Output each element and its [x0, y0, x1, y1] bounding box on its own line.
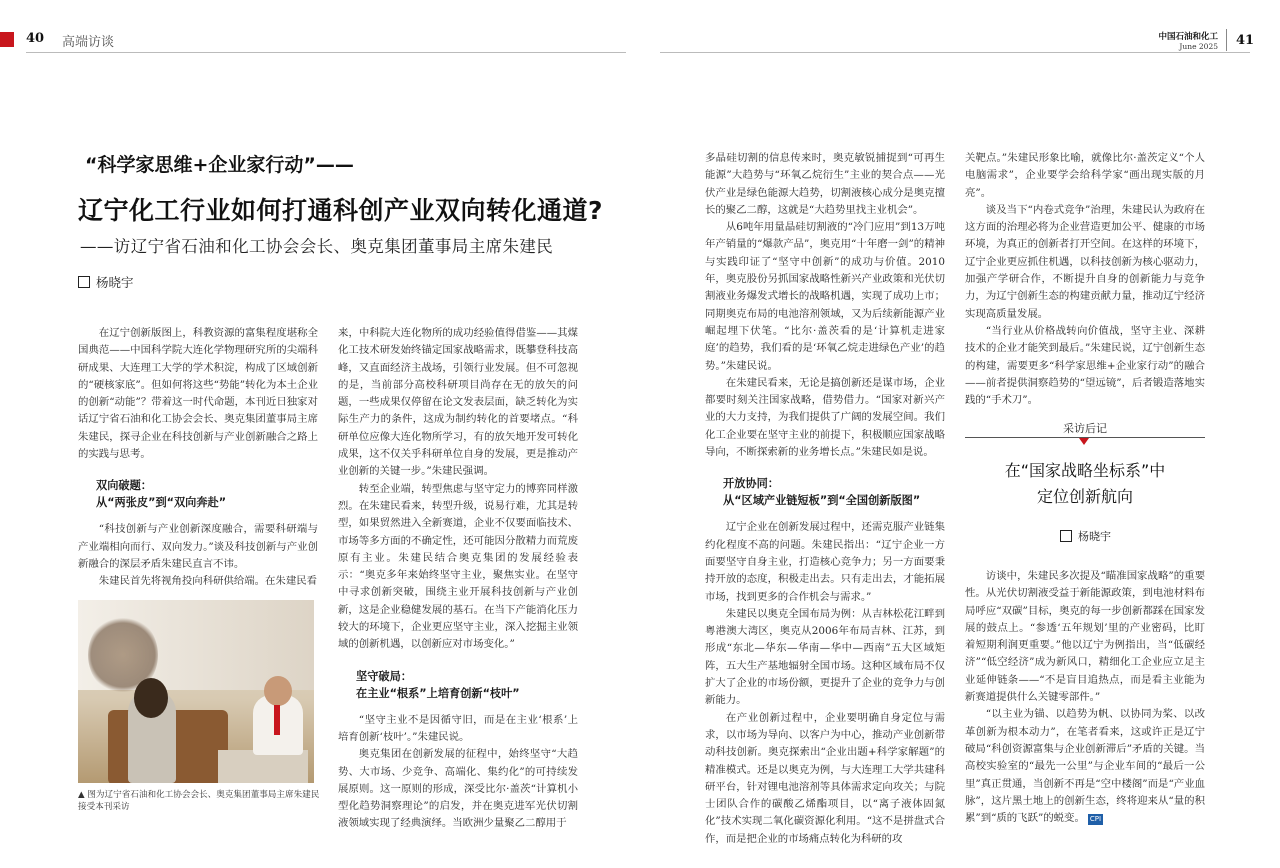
issue-date: June 2025	[1179, 42, 1218, 51]
sidebar-author-name: 杨晓宇	[1078, 530, 1111, 543]
banner-arrow-icon	[1079, 438, 1089, 445]
paragraph	[965, 706, 1205, 827]
paragraph: “当行业从价格战转向价值战，坚守主业、深耕技术的企业才能笑到最后。”朱建民说，辽宁创新生态的构建，需要更多“科学家思维+企业家行动”的融合——前者提供洞察趋势的“望远镜”，后者锻造落地实践的“手术刀”。	[965, 324, 1205, 407]
paragraph: 访谈中，朱建民多次提及“瞄准国家战略”的重要性。从光伏切割液受益于新能源政策，到电池材料布局呼应“双碳”目标，奥克的每一步创新都踩在国家发展的鼓点上。“参透‘五年规划’里的产业密码，比盯着短期利润更重要。”他以辽宁为例指出，当“低碳经济”“低空经济”成为新风口，精细化工企业应立足主业延伸链条——“不是盲目追热点，而是看主业能为新赛道提供什么关键零部件。”	[965, 570, 1205, 704]
sidebar-body	[965, 568, 1205, 827]
header-rule-right	[660, 52, 1250, 53]
author-box-icon	[78, 276, 90, 288]
interview-photo	[78, 600, 314, 783]
photo-caption: ▲ 图为辽宁省石油和化工协会会长、奥克集团董事局主席朱建民接受本刊采访	[78, 790, 320, 812]
article-author	[78, 273, 134, 291]
paragraph: 在朱建民看来，无论是搞创新还是谋市场，企业都要时刻关注国家战略，借势借力。“国家对新兴产业的大力支持，为我们提供了广阔的发展空间。我们化工企业要在坚守主业的前提下，积极顺应国家战略导向，不断探索新的业务增长点。”朱建民如是说。	[705, 376, 945, 459]
left-page-number: 40	[26, 31, 45, 46]
subheading-2: 坚守破局： 在主业“根系”上培育创新“枝叶”	[356, 669, 520, 700]
right-page-number: 41	[1236, 33, 1255, 48]
author-name: 杨晓宇	[96, 275, 134, 290]
paragraph: 谈及当下“内卷式竞争”治理，朱建民认为政府在这方面的治理必将为企业营造更加公平、健康的市场环境，为真正的创新者打开空间。在这样的环境下，辽宁企业更应抓住机遇，以科技创新为核心驱动力，加强产学研合作，不断提升自身的创新能力与竞争力，为辽宁创新生态的构建贡献力量，推动辽宁经济实现高质量发展。	[965, 203, 1205, 320]
header-separator	[1226, 29, 1227, 51]
photo-person-left-head	[134, 678, 168, 718]
column-3	[705, 150, 945, 848]
paragraph: 多晶硅切割的信息传来时，奥克敏锐捕捉到“可再生能源”大趋势与“环氧乙烷衍生”主业的契合点——光伏产业是绿色能源大趋势，切割液核心成分是奥克擅长的聚乙二醇，这就是“大趋势里找主业机会”。	[705, 152, 945, 216]
article-title: 辽宁化工行业如何打通科创产业双向转化通道?	[78, 196, 604, 225]
paragraph: 奥克集团在创新发展的征程中，始终坚守“大趋势、大市场、少竞争、高端化、集约化”的可持续发展原则。这一原则的形成，深受比尔·盖茨“计算机小型化趋势洞察理论”的启发，并在奥克进军光伏切割液领域实现了经典演绎。当欧洲少量聚乙二醇用于	[338, 748, 578, 830]
column-4	[965, 150, 1205, 409]
header-rule-left	[26, 52, 626, 53]
magazine-name: 中国石油和化工	[1158, 32, 1218, 42]
subheading-1: 双向破题： 从“两张皮”到“双向奔赴”	[96, 479, 227, 510]
sidebar-title-line-1: 在“国家战略坐标系”中	[1004, 461, 1166, 480]
paragraph: 关靶点。”朱建民形象比喻，就像比尔·盖茨定义“个人电脑需求”，企业要学会给科学家“画出现实版的月亮”。	[965, 152, 1205, 199]
sidebar-author	[1060, 528, 1111, 544]
page-marker	[0, 32, 14, 47]
paragraph: 在产业创新过程中，企业要明确自身定位与需求，以市场为导向、以客户为中心，推动产业创新带动科技创新。奥克探索出“企业出题+科学家解题”的精准模式。还是以奥克为例，与大连理工大学共建科研平台，针对锂电池溶剂等具体需求定向攻关；与院士团队合作的碳酸乙烯酯项目，以“离子液体固氮化”技术实现二氧化碳资源化利用。“这不是拼盘式合作，而是把企业的市场痛点转化为科研的攻	[705, 711, 945, 845]
paragraph: “坚守主业不是因循守旧，而是在主业‘根系’上培育创新‘枝叶’。”朱建民说。	[338, 713, 578, 743]
sidebar-title	[965, 458, 1205, 510]
paragraph: 辽宁企业在创新发展过程中，还需克服产业链集约化程度不高的问题。朱建民指出：“辽宁企业一方面要坚守自身主业，打造核心竞争力；另一方面要秉持开放的态度，积极走出去。只有走出去，才能拓展市场，找到更多的合作机会与需求。”	[705, 521, 945, 603]
sidebar-closing-text: “以主业为锚、以趋势为帆、以协同为桨、以改革创新为根本动力”，在笔者看来，这或许正是辽宁破局“科创资源富集与企业创新滞后”矛盾的关键。当高校实验室的“最先一公里”与企业车间的“最后一公里”真正贯通，当创新不再是“空中楼阁”而是“产业血脉”，这片黑土地上的创新生态，终将迎来从“量的积累”到“质的飞跃”的蜕变。	[965, 708, 1205, 825]
photo-person-right-head	[264, 676, 292, 706]
end-mark-logo: CPI	[1089, 815, 1102, 824]
subheading-3: 开放协同： 从“区域产业链短板”到“全国创新版图”	[723, 477, 921, 508]
article-kicker: “科学家思维+企业家行动”——	[85, 154, 354, 176]
sidebar-title-line-2: 定位创新航向	[1036, 487, 1133, 506]
column-1	[78, 325, 318, 591]
paragraph: 朱建民首先将视角投向科研供给端。在朱建民看	[98, 575, 317, 588]
paragraph: 朱建民以奥克全国布局为例：从吉林松花江畔到粤港澳大湾区，奥克从2006年布局吉林、江苏，到形成“东北—华东—华南—华中—西南”五大区域矩阵，五大生产基地辐射全国市场。这种区域布局不仅扩大了企业的市场份额，更提升了企业的竞争力与创新能力。	[705, 607, 945, 707]
paragraph: 从6吨年用量晶硅切割液的“冷门应用”到13万吨年产销量的“爆款产品”，奥克用“十年磨一剑”的精神与实践印证了“坚守中创新”的成功与价值。2010年，奥克股份另抓国家战略性新兴产业政策和光伏切割液业务爆发式增长的战略机遇，实现了成功上市；同期奥克布局的电池溶剂领域，又为后续新能源产业崛起埋下伏笔。“比尔·盖茨看的是‘计算机走进家庭’的趋势，我们看的是‘环氧乙烷走进绿色产业’的趋势。”朱建民说。	[705, 221, 945, 372]
sidebar-banner: 采访后记	[1063, 422, 1107, 435]
author-box-icon	[1060, 530, 1072, 542]
column-2	[338, 325, 578, 833]
paragraph: 转至企业端，转型焦虑与坚守定力的博弈同样激烈。在朱建民看来，转型升级，说易行难，尤其是转型，如果贸然进入全新赛道，企业不仅要面临技术、市场等多方面的不确定性，还可能因分散精力而荒废原有主业。朱建民结合奥克集团的发展经验表示：“奥克多年来始终坚守主业，聚焦实业。在坚守中寻求创新突破，围绕主业开展科技创新与产业创新，这是企业稳健发展的基石。在当下产能消化压力较大的环境下，企业更应坚守主业，深入挖掘主业领域的创新机遇，以创新应对市场变化。”	[338, 482, 578, 651]
section-title: 高端访谈	[62, 35, 115, 50]
paragraph: “科技创新与产业创新深度融合，需要科研端与产业端相向而行、双向发力。”谈及科技创新与产业创新融合的深层矛盾朱建民直言不讳。	[78, 523, 318, 570]
paragraph: 在辽宁创新版图上，科教资源的富集程度堪称全国典范——中国科学院大连化学物理研究所的尖端科研成果、大连理工大学的学术积淀，构成了区域创新的“硬核家底”。但如何将这些“势能”转化为本土企业的创新“动能”？带着这一时代命题，本刊近日独家对话辽宁省石油和化工协会会长、奥克集团董事局主席朱建民，探寻企业在科技创新与产业创新融合之路上的实践与思考。	[78, 327, 318, 461]
paragraph: 来，中科院大连化物所的成功经验值得借鉴——其煤化工技术研发始终锚定国家战略需求，既攀登科技高峰，又直面经济主战场，引领行业发展。但不可忽视的是，当前部分高校科研项目尚存在无的放矢的问题，一些成果仅停留在论文发表层面，缺乏转化为实际生产力的条件，这成为制约转化的首要堵点。“科研单位应像大连化物所学习，有的放矢地开发可转化成果，这不仅关乎科研单位自身的发展，更是推动产业创新的关键一步。”朱建民强调。	[338, 327, 578, 478]
photo-tie	[274, 705, 280, 735]
article-subtitle: ——访辽宁省石油和化工协会会长、奥克集团董事局主席朱建民	[80, 237, 554, 256]
magazine-masthead	[1130, 30, 1218, 51]
